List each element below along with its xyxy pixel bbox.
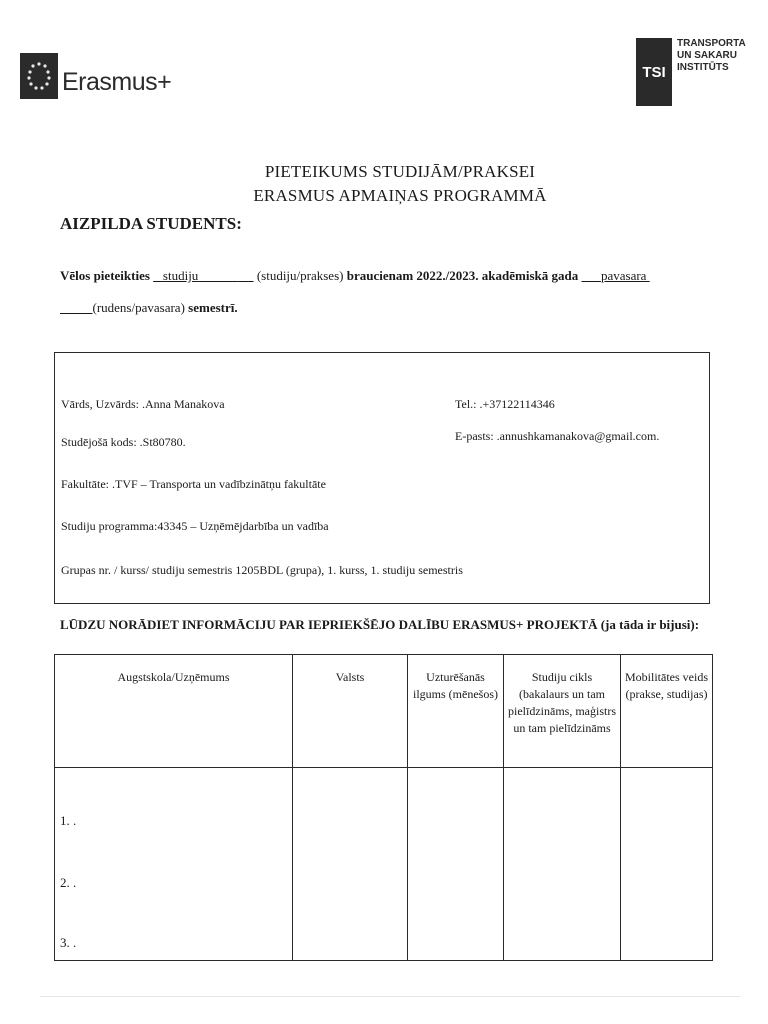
col-header-institution: Augstskola/Uzņēmums	[55, 655, 293, 768]
table-row	[55, 768, 713, 961]
erasmus-logo	[20, 47, 171, 105]
form-title-line2: ERASMUS APMAIŅAS PROGRAMMĀ	[253, 186, 547, 205]
section-heading: AIZPILDA STUDENTS:	[60, 214, 242, 233]
season-hint: (rudens/pavasara)	[92, 300, 185, 315]
season-field[interactable]: pavasara	[600, 268, 647, 283]
table-cell-mobility-type[interactable]	[621, 768, 713, 961]
eu-flag-icon	[20, 53, 58, 99]
table-cell-study-cycle[interactable]	[504, 768, 621, 961]
erasmus-logo-text: Erasmus+	[62, 68, 172, 96]
application-sentence-cont	[60, 300, 238, 316]
student-info-box	[54, 352, 710, 604]
label-want: Vēlos pieteikties	[60, 268, 150, 283]
col-header-country: Valsts	[293, 655, 408, 768]
table-cell-country[interactable]	[293, 768, 408, 961]
tsi-logo-line: UN SAKARU	[677, 50, 737, 61]
previous-participation-table	[54, 654, 713, 961]
label-semester: semestrī.	[188, 300, 238, 315]
row-number: 3. .	[60, 935, 77, 950]
tsi-logo-line: INSTITŪTS	[677, 62, 729, 73]
table-cell-institution[interactable]	[55, 768, 293, 961]
tsi-logo-text	[677, 38, 746, 106]
scan-edge-divider	[40, 996, 740, 997]
col-header-study-cycle: Studiju cikls (bakalaurs un tam pielīdzināms, maģistrs un tam pielīdzināms	[504, 655, 621, 768]
student-email-field[interactable]: E-pasts: .annushkamanakova@gmail.com.	[455, 429, 660, 443]
application-sentence	[60, 268, 650, 284]
student-name-field[interactable]: Vārds, Uzvārds: .Anna Manakova	[61, 397, 225, 411]
previous-participation-title: LŪDZU NORĀDIET INFORMĀCIJU PAR IEPRIEKŠĒJO DALĪBU ERASMUS+ PROJEKTĀ (ja tāda ir bijusi):	[60, 617, 700, 632]
student-program-field[interactable]: Studiju programma:43345 – Uzņēmējdarbība un vadība	[61, 519, 329, 533]
type-spacer	[198, 268, 237, 283]
row-number: 2. .	[60, 875, 77, 890]
row-number: 1. .	[60, 813, 77, 828]
type-field[interactable]: studiju	[162, 268, 199, 283]
type-spacer	[153, 268, 163, 283]
season-spacer	[581, 268, 601, 283]
tsi-logo-line: TRANSPORTA	[677, 38, 746, 49]
student-phone-field[interactable]: Tel.: .+37122114346	[455, 397, 555, 411]
type-spacer	[237, 268, 253, 283]
tsi-logo-abbr: TSI	[636, 38, 672, 106]
table-header-row	[55, 655, 713, 768]
semester-blank[interactable]	[60, 300, 93, 315]
season-spacer	[646, 268, 649, 283]
student-faculty-field[interactable]: Fakultāte: .TVF – Transporta un vadībzinātņu fakultāte	[61, 477, 326, 491]
form-title-line1: PIETEIKUMS STUDIJĀM/PRAKSEI	[264, 162, 536, 181]
col-header-duration: Uzturēšanās ilgums (mēnešos)	[408, 655, 504, 768]
label-trip: braucienam 2022./2023. akadēmiskā gada	[346, 268, 579, 283]
table-cell-duration[interactable]	[408, 768, 504, 961]
student-group-field[interactable]: Grupas nr. / kurss/ studiju semestris 1205BDL (grupa), 1. kurss, 1. studiju semestris	[61, 563, 463, 577]
type-hint: (studiju/prakses)	[256, 268, 344, 283]
tsi-logo	[636, 38, 746, 106]
row-numbers	[56, 769, 291, 959]
col-header-mobility-type: Mobilitātes veids (prakse, studijas)	[621, 655, 713, 768]
student-code-field[interactable]: Studējošā kods: .St80780.	[61, 435, 186, 449]
